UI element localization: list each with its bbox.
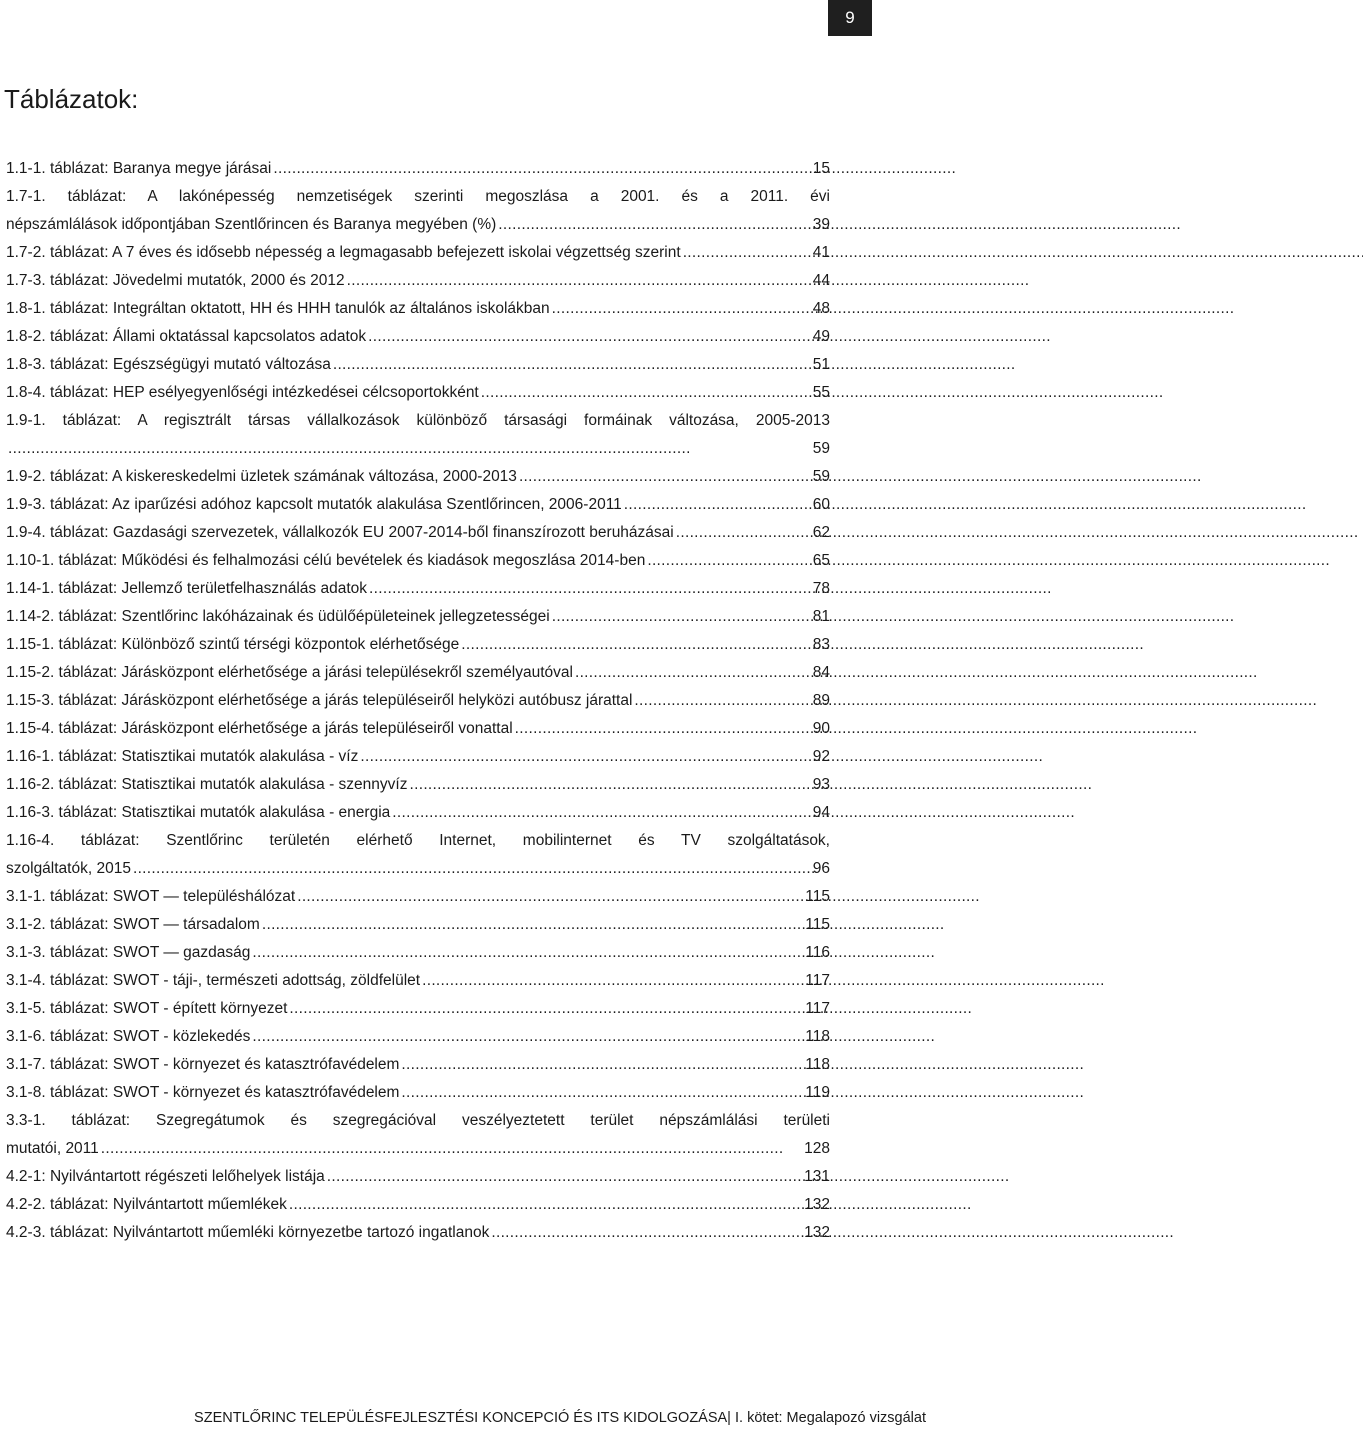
dot-leader — [552, 603, 811, 631]
dot-leader — [252, 939, 803, 967]
toc-entry-title: 1.7-2. táblázat: A 7 éves és idősebb népesség a legmagasabb befejezett iskolai végzettség szerint — [6, 244, 681, 261]
toc-entry[interactable] — [6, 1191, 830, 1219]
dot-leader — [401, 1051, 803, 1079]
toc-entry[interactable] — [6, 1051, 830, 1079]
toc-entry-title: 1.15-4. táblázat: Járásközpont elérhetősége a járás településeiről vonattal — [6, 720, 513, 737]
toc-entry-title: 3.1-2. táblázat: SWOT — társadalom — [6, 916, 260, 933]
toc-entry-title: 4.2-2. táblázat: Nyilvántartott műemlékek — [6, 1196, 287, 1213]
dot-leader — [552, 295, 811, 323]
page-number-badge: 9 — [828, 0, 872, 36]
toc-entry-title: szolgáltatók, 2015 — [6, 860, 131, 877]
toc-entry-title: népszámlálások időpontjában Szentlőrincen és Baranya megyében (%) — [6, 216, 497, 233]
toc-entry[interactable] — [6, 519, 830, 547]
toc-entry-page-number: 117 — [805, 972, 830, 989]
dot-leader — [252, 1023, 803, 1051]
dot-leader — [333, 351, 811, 379]
dot-leader — [634, 687, 810, 715]
toc-entry[interactable] — [6, 799, 830, 827]
toc-entry-page-number: 132 — [804, 1224, 830, 1241]
toc-entry-page-number: 93 — [812, 776, 830, 793]
toc-entry-title: 4.2-1: Nyilvántartott régészeti lelőhelyek listája — [6, 1168, 325, 1185]
dot-leader — [683, 239, 811, 267]
toc-entry[interactable] — [6, 547, 830, 575]
dot-leader — [498, 211, 810, 239]
toc-entry-title: 3.1-3. táblázat: SWOT — gazdaság — [6, 944, 251, 961]
toc-entry[interactable] — [6, 687, 830, 715]
toc-entry-page-number: 83 — [812, 636, 830, 653]
toc-entry[interactable] — [6, 155, 830, 183]
dot-leader — [491, 1219, 802, 1247]
toc-entry-page-number: 81 — [812, 608, 830, 625]
toc-entry-title: 3.1-6. táblázat: SWOT - közlekedés — [6, 1028, 251, 1045]
toc-entry[interactable] — [6, 827, 830, 883]
page-footer: SZENTLŐRINC TELEPÜLÉSFEJLESZTÉSI KONCEPCIÓ ÉS ITS KIDOLGOZÁSA| I. kötet: Megalapozó vizsgálat — [194, 1410, 926, 1426]
page-title: Táblázatok: — [4, 84, 139, 114]
dot-leader — [133, 855, 811, 883]
dot-leader — [101, 1135, 802, 1163]
toc-entry-page-number: 94 — [812, 804, 830, 821]
toc-entry-title: 3.1-8. táblázat: SWOT - környezet és katasztrófavédelem — [6, 1084, 400, 1101]
dot-leader — [368, 323, 811, 351]
dot-leader — [392, 799, 810, 827]
toc-entry-title: 1.8-1. táblázat: Integráltan oktatott, HH és HHH tanulók az általános iskolákban — [6, 300, 550, 317]
toc-entry-page-number: 90 — [812, 720, 830, 737]
dot-leader — [289, 995, 803, 1023]
toc-entry-title: 1.14-2. táblázat: Szentlőrinc lakóházainak és üdülőépületeinek jellegzetességei — [6, 608, 550, 625]
toc-entry-page-number: 59 — [812, 468, 830, 485]
toc-entry-page-number: 118 — [805, 1028, 830, 1045]
toc-entry[interactable] — [6, 967, 830, 995]
toc-entry-title: 1.9-4. táblázat: Gazdasági szervezetek, vállalkozók EU 2007-2014-ből finanszírozott beruházásai — [6, 524, 674, 541]
toc-entry-page-number: 49 — [812, 328, 830, 345]
toc-entry-title: 1.14-1. táblázat: Jellemző területfelhasználás adatok — [6, 580, 368, 597]
dot-leader — [262, 911, 803, 939]
toc-entry[interactable] — [6, 379, 830, 407]
toc-entry[interactable] — [6, 1023, 830, 1051]
toc-entry-title-line1: 1.16-4. táblázat: Szentlőrinc területén elérhető Internet, mobilinternet és TV szolgáltatások, — [6, 832, 830, 849]
toc-entry[interactable] — [6, 491, 830, 519]
dot-leader — [422, 967, 803, 995]
toc-entry-page-number: 128 — [804, 1140, 830, 1157]
toc-entry-page-number: 92 — [812, 748, 830, 765]
dot-leader — [297, 883, 803, 911]
dot-leader — [273, 155, 810, 183]
toc-entry-page-number: 41 — [812, 244, 830, 261]
toc-entry-page-number: 89 — [812, 692, 830, 709]
toc-entry-title-line1: 1.7-1. táblázat: A lakónépesség nemzetiségek szerinti megoszlása a 2001. és a 2011. évi — [6, 188, 830, 205]
toc-entry-page-number: 118 — [805, 1056, 830, 1073]
toc-entry[interactable] — [6, 1079, 830, 1107]
toc-entry[interactable] — [6, 743, 830, 771]
toc-entry-page-number: 84 — [812, 664, 830, 681]
toc-entry-page-number: 119 — [805, 1084, 830, 1101]
toc-entry[interactable] — [6, 407, 830, 463]
toc-entry-title: 1.8-3. táblázat: Egészségügyi mutató változása — [6, 356, 331, 373]
toc-entry-title: 1.7-3. táblázat: Jövedelmi mutatók, 2000 és 2012 — [6, 272, 345, 289]
dot-leader — [347, 267, 811, 295]
dot-leader — [647, 547, 810, 575]
toc-entry-page-number: 117 — [805, 1000, 830, 1017]
toc-entry-page-number: 115 — [805, 888, 830, 905]
toc-entry[interactable] — [6, 239, 830, 267]
toc-entry[interactable] — [6, 351, 830, 379]
dot-leader — [369, 575, 811, 603]
toc-entry[interactable] — [6, 295, 830, 323]
toc-entry-page-number: 96 — [812, 860, 830, 877]
toc-entry[interactable] — [6, 631, 830, 659]
toc-entry[interactable] — [6, 267, 830, 295]
toc-entry-title: 3.1-7. táblázat: SWOT - környezet és katasztrófavédelem — [6, 1056, 400, 1073]
toc-entry[interactable] — [6, 1219, 830, 1247]
toc-entry[interactable] — [6, 995, 830, 1023]
toc-entry-title: 1.8-4. táblázat: HEP esélyegyenlőségi intézkedései célcsoportokként — [6, 384, 479, 401]
toc-entry-page-number: 116 — [805, 944, 830, 961]
toc-entry[interactable] — [6, 1163, 830, 1191]
toc-entry-page-number: 51 — [812, 356, 830, 373]
toc-entry-title: 1.8-2. táblázat: Állami oktatással kapcsolatos adatok — [6, 328, 367, 345]
dot-leader — [8, 435, 811, 463]
toc-entry[interactable] — [6, 715, 830, 743]
dot-leader — [575, 659, 811, 687]
toc-entry-title: 1.16-2. táblázat: Statisztikai mutatók alakulása - szennyvíz — [6, 776, 408, 793]
toc-entry-title: 4.2-3. táblázat: Nyilvántartott műemléki környezetbe tartozó ingatlanok — [6, 1224, 490, 1241]
toc-entry-page-number: 65 — [812, 552, 830, 569]
toc-entry-title: 1.15-2. táblázat: Járásközpont elérhetősége a járási településekről személyautóval — [6, 664, 573, 681]
toc-entry-page-number: 78 — [812, 580, 830, 597]
toc-entry[interactable] — [6, 911, 830, 939]
toc-entry[interactable] — [6, 771, 830, 799]
toc-entry-title: 1.9-3. táblázat: Az iparűzési adóhoz kapcsolt mutatók alakulása Szentlőrincen, 2006-2011 — [6, 496, 622, 513]
toc-entry-title: 1.9-2. táblázat: A kiskereskedelmi üzletek számának változása, 2000-2013 — [6, 468, 517, 485]
dot-leader — [676, 519, 811, 547]
toc-entry-title: 1.15-1. táblázat: Különböző szintű térségi központok elérhetősége — [6, 636, 460, 653]
toc-entry-page-number: 48 — [812, 300, 830, 317]
dot-leader — [401, 1079, 803, 1107]
toc-entry-title: 1.16-1. táblázat: Statisztikai mutatók alakulása - víz — [6, 748, 359, 765]
toc-entry-title: 3.1-5. táblázat: SWOT - épített környezet — [6, 1000, 288, 1017]
toc-entry[interactable] — [6, 323, 830, 351]
dot-leader — [481, 379, 811, 407]
toc-entry-page-number: 60 — [812, 496, 830, 513]
toc-entry-page-number: 62 — [812, 524, 830, 541]
dot-leader — [409, 771, 810, 799]
toc-entry[interactable] — [6, 1107, 830, 1163]
toc-entry-page-number: 44 — [812, 272, 830, 289]
dot-leader — [360, 743, 810, 771]
toc-entry-title: 1.15-3. táblázat: Járásközpont elérhetősége a járás településeiről helyközi autóbusz járattal — [6, 692, 633, 709]
dot-leader — [624, 491, 811, 519]
table-of-tables — [6, 155, 830, 1247]
toc-entry-page-number: 59 — [812, 440, 830, 457]
toc-entry[interactable] — [6, 603, 830, 631]
toc-entry-title: 3.1-4. táblázat: SWOT - táji-, természeti adottság, zöldfelület — [6, 972, 421, 989]
dot-leader — [327, 1163, 802, 1191]
dot-leader — [515, 715, 811, 743]
toc-entry-title: 1.1-1. táblázat: Baranya megye járásai — [6, 160, 272, 177]
toc-entry-page-number: 15 — [812, 160, 830, 177]
toc-entry-page-number: 131 — [804, 1168, 830, 1185]
toc-entry-page-number: 55 — [812, 384, 830, 401]
dot-leader — [289, 1191, 802, 1219]
toc-entry-title: 1.16-3. táblázat: Statisztikai mutatók alakulása - energia — [6, 804, 391, 821]
toc-entry[interactable] — [6, 463, 830, 491]
toc-entry[interactable] — [6, 939, 830, 967]
toc-entry[interactable] — [6, 575, 830, 603]
toc-entry-title: 1.10-1. táblázat: Működési és felhalmozási célú bevételek és kiadások megoszlása 2014-ben — [6, 552, 646, 569]
toc-entry-title: mutatói, 2011 — [6, 1140, 99, 1157]
toc-entry-title-line1: 3.3-1. táblázat: Szegregátumok és szegregációval veszélyeztetett terület népszámlálási területi — [6, 1112, 830, 1129]
dot-leader — [519, 463, 811, 491]
toc-entry-page-number: 39 — [812, 216, 830, 233]
toc-entry[interactable] — [6, 659, 830, 687]
toc-entry[interactable] — [6, 883, 830, 911]
toc-entry[interactable] — [6, 183, 830, 239]
toc-entry-page-number: 115 — [805, 916, 830, 933]
toc-entry-title-line1: 1.9-1. táblázat: A regisztrált társas vállalkozások különböző társasági formáinak változása, 2005-2013 — [6, 412, 830, 429]
dot-leader — [461, 631, 811, 659]
toc-entry-title: 3.1-1. táblázat: SWOT — településhálózat — [6, 888, 296, 905]
toc-entry-page-number: 132 — [804, 1196, 830, 1213]
